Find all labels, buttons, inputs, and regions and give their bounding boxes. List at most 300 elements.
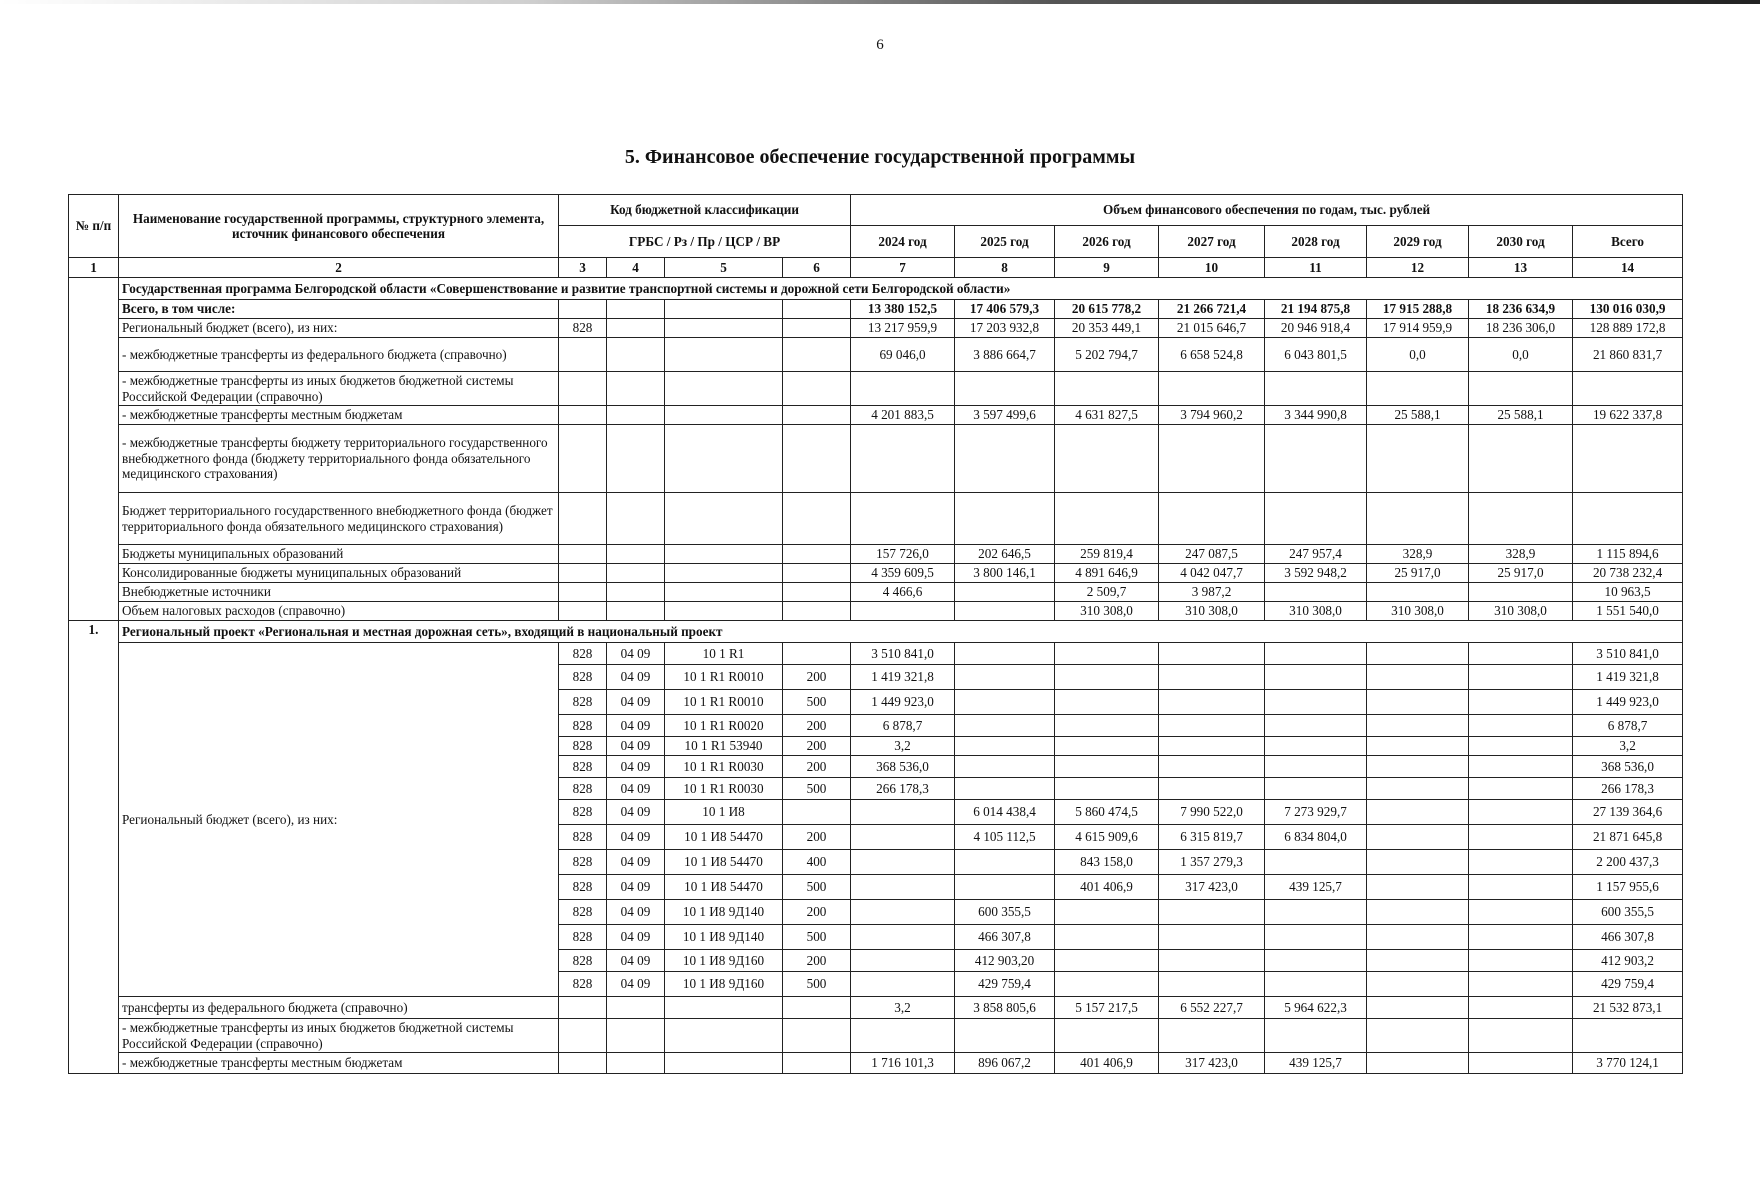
value-cell	[1469, 875, 1573, 900]
rzpr-cell: 04 09	[607, 690, 665, 715]
value-cell: 6 878,7	[1573, 715, 1683, 737]
header-year: 2027 год	[1159, 226, 1265, 258]
value-cell: 21 860 831,7	[1573, 338, 1683, 372]
value-cell	[955, 583, 1055, 602]
value-cell	[1055, 425, 1159, 493]
vr-cell: 200	[783, 950, 851, 972]
program-row	[69, 602, 1683, 621]
value-cell	[1055, 372, 1159, 406]
value-cell: 3 886 664,7	[955, 338, 1055, 372]
value-cell: 4 105 112,5	[955, 825, 1055, 850]
value-cell: 843 158,0	[1055, 850, 1159, 875]
column-number: 3	[559, 258, 607, 278]
value-cell	[1265, 583, 1367, 602]
value-cell: 6 552 227,7	[1159, 997, 1265, 1019]
rzpr-cell	[607, 493, 665, 545]
value-cell	[1055, 715, 1159, 737]
value-cell: 21 532 873,1	[1573, 997, 1683, 1019]
value-cell	[955, 665, 1055, 690]
value-cell	[1469, 715, 1573, 737]
value-cell	[1573, 372, 1683, 406]
value-cell	[955, 756, 1055, 778]
rzpr-cell	[607, 583, 665, 602]
csr-cell: 10 1 И8 54470	[665, 825, 783, 850]
value-cell	[1367, 1053, 1469, 1074]
csr-cell	[665, 1053, 783, 1074]
value-cell: 128 889 172,8	[1573, 319, 1683, 338]
csr-cell	[665, 1019, 783, 1053]
grbs-cell	[559, 1053, 607, 1074]
column-number: 11	[1265, 258, 1367, 278]
grbs-cell: 828	[559, 643, 607, 665]
value-cell: 600 355,5	[955, 900, 1055, 925]
value-cell	[851, 800, 955, 825]
value-cell: 17 406 579,3	[955, 300, 1055, 319]
grbs-cell: 828	[559, 665, 607, 690]
value-cell	[851, 1019, 955, 1053]
csr-cell: 10 1 R1 R0020	[665, 715, 783, 737]
value-cell	[851, 425, 955, 493]
value-cell	[1265, 950, 1367, 972]
row-label: Объем налоговых расходов (справочно)	[119, 602, 559, 621]
vr-cell	[783, 1053, 851, 1074]
value-cell	[1159, 715, 1265, 737]
value-cell	[1469, 643, 1573, 665]
value-cell: 0,0	[1367, 338, 1469, 372]
value-cell: 0,0	[1469, 338, 1573, 372]
vr-cell: 500	[783, 972, 851, 997]
value-cell: 310 308,0	[1055, 602, 1159, 621]
value-cell	[1367, 715, 1469, 737]
program-row	[69, 319, 1683, 338]
value-cell: 266 178,3	[1573, 778, 1683, 800]
value-cell	[851, 875, 955, 900]
value-cell	[1265, 690, 1367, 715]
value-cell	[1055, 900, 1159, 925]
value-cell	[1159, 778, 1265, 800]
value-cell: 19 622 337,8	[1573, 406, 1683, 425]
grbs-cell	[559, 372, 607, 406]
value-cell	[1469, 372, 1573, 406]
column-number: 10	[1159, 258, 1265, 278]
vr-cell: 200	[783, 737, 851, 756]
value-cell	[1367, 756, 1469, 778]
value-cell: 202 646,5	[955, 545, 1055, 564]
csr-cell	[665, 997, 783, 1019]
value-cell	[1367, 900, 1469, 925]
csr-cell: 10 1 R1	[665, 643, 783, 665]
grbs-cell: 828	[559, 900, 607, 925]
financing-table	[68, 194, 1683, 1074]
value-cell: 10 963,5	[1573, 583, 1683, 602]
value-cell: 412 903,20	[955, 950, 1055, 972]
header-code-group: Код бюджетной классификации	[559, 195, 851, 226]
grbs-cell	[559, 406, 607, 425]
column-numbers-row	[69, 258, 1683, 278]
vr-cell	[783, 545, 851, 564]
value-cell: 130 016 030,9	[1573, 300, 1683, 319]
rzpr-cell: 04 09	[607, 850, 665, 875]
grbs-cell: 828	[559, 690, 607, 715]
value-cell: 6 658 524,8	[1159, 338, 1265, 372]
row-label: Консолидированные бюджеты муниципальных образований	[119, 564, 559, 583]
value-cell	[851, 972, 955, 997]
csr-cell: 10 1 И8 9Д140	[665, 925, 783, 950]
rzpr-cell: 04 09	[607, 737, 665, 756]
value-cell	[1367, 778, 1469, 800]
row-label: - межбюджетные трансферты бюджету территориального государственного внебюджетного фонда (бюджету территориального фонда обязательного медицинского страхования)	[119, 425, 559, 493]
value-cell	[1265, 493, 1367, 545]
grbs-cell: 828	[559, 756, 607, 778]
value-cell: 3,2	[851, 997, 955, 1019]
value-cell	[1469, 493, 1573, 545]
program-row	[69, 583, 1683, 602]
value-cell: 3 510 841,0	[851, 643, 955, 665]
rzpr-cell	[607, 319, 665, 338]
value-cell	[1367, 425, 1469, 493]
value-cell: 6 315 819,7	[1159, 825, 1265, 850]
value-cell: 1 157 955,6	[1573, 875, 1683, 900]
value-cell	[1469, 850, 1573, 875]
csr-cell: 10 1 И8 9Д140	[665, 900, 783, 925]
value-cell	[851, 602, 955, 621]
vr-cell: 200	[783, 825, 851, 850]
value-cell	[955, 372, 1055, 406]
grbs-cell	[559, 1019, 607, 1053]
value-cell: 600 355,5	[1573, 900, 1683, 925]
value-cell: 20 738 232,4	[1573, 564, 1683, 583]
row-label: трансферты из федерального бюджета (справочно)	[119, 997, 559, 1019]
value-cell	[1055, 925, 1159, 950]
header-code-sub: ГРБС / Рз / Пр / ЦСР / ВР	[559, 226, 851, 258]
value-cell: 25 588,1	[1469, 406, 1573, 425]
value-cell	[1469, 778, 1573, 800]
value-cell: 4 466,6	[851, 583, 955, 602]
csr-cell: 10 1 И8 54470	[665, 850, 783, 875]
csr-cell	[665, 338, 783, 372]
value-cell	[1159, 425, 1265, 493]
value-cell	[1469, 972, 1573, 997]
csr-cell	[665, 319, 783, 338]
project-code-row	[69, 643, 1683, 665]
value-cell	[955, 875, 1055, 900]
value-cell	[955, 425, 1055, 493]
value-cell	[1469, 825, 1573, 850]
value-cell: 3 858 805,6	[955, 997, 1055, 1019]
value-cell	[1265, 756, 1367, 778]
value-cell: 5 964 622,3	[1265, 997, 1367, 1019]
value-cell	[1159, 972, 1265, 997]
row-label: - межбюджетные трансферты местным бюджетам	[119, 1053, 559, 1074]
rzpr-cell: 04 09	[607, 900, 665, 925]
value-cell	[1469, 756, 1573, 778]
value-cell	[1367, 665, 1469, 690]
value-cell	[851, 950, 955, 972]
value-cell: 21 871 645,8	[1573, 825, 1683, 850]
value-cell	[1367, 1019, 1469, 1053]
value-cell	[1469, 665, 1573, 690]
vr-cell	[783, 319, 851, 338]
csr-cell: 10 1 И8 9Д160	[665, 950, 783, 972]
value-cell: 3 597 499,6	[955, 406, 1055, 425]
value-cell: 20 353 449,1	[1055, 319, 1159, 338]
value-cell: 2 509,7	[1055, 583, 1159, 602]
project-row	[69, 1053, 1683, 1074]
header-year: 2026 год	[1055, 226, 1159, 258]
value-cell: 259 819,4	[1055, 545, 1159, 564]
value-cell	[1055, 665, 1159, 690]
value-cell	[955, 715, 1055, 737]
vr-cell: 400	[783, 850, 851, 875]
column-number: 4	[607, 258, 665, 278]
value-cell: 6 043 801,5	[1265, 338, 1367, 372]
value-cell	[955, 602, 1055, 621]
grbs-cell	[559, 564, 607, 583]
csr-cell	[665, 372, 783, 406]
value-cell	[955, 690, 1055, 715]
value-cell	[1469, 900, 1573, 925]
vr-cell	[783, 372, 851, 406]
value-cell: 21 194 875,8	[1265, 300, 1367, 319]
value-cell	[1265, 643, 1367, 665]
value-cell	[1469, 1053, 1573, 1074]
value-cell	[1055, 737, 1159, 756]
column-number: 7	[851, 258, 955, 278]
value-cell: 266 178,3	[851, 778, 955, 800]
rzpr-cell: 04 09	[607, 925, 665, 950]
rzpr-cell: 04 09	[607, 950, 665, 972]
project-row	[69, 997, 1683, 1019]
value-cell	[1159, 1019, 1265, 1053]
rzpr-cell: 04 09	[607, 800, 665, 825]
vr-cell: 500	[783, 690, 851, 715]
csr-cell	[665, 564, 783, 583]
column-number: 2	[119, 258, 559, 278]
grbs-cell: 828	[559, 972, 607, 997]
value-cell	[1265, 778, 1367, 800]
program-row	[69, 425, 1683, 493]
value-cell: 17 914 959,9	[1367, 319, 1469, 338]
column-number: 13	[1469, 258, 1573, 278]
value-cell	[1055, 950, 1159, 972]
project-number: 1.	[69, 621, 119, 1074]
rzpr-cell	[607, 564, 665, 583]
value-cell: 310 308,0	[1367, 602, 1469, 621]
row-label: Внебюджетные источники	[119, 583, 559, 602]
program-row	[69, 564, 1683, 583]
vr-cell	[783, 602, 851, 621]
vr-cell	[783, 583, 851, 602]
grbs-cell: 828	[559, 825, 607, 850]
grbs-cell: 828	[559, 950, 607, 972]
value-cell	[1159, 900, 1265, 925]
rzpr-cell	[607, 602, 665, 621]
value-cell: 7 990 522,0	[1159, 800, 1265, 825]
section-title: 5. Финансовое обеспечение государственной программы	[624, 146, 1136, 168]
project-title: Региональный проект «Региональная и местная дорожная сеть», входящий в национальный проект	[119, 621, 1683, 643]
rzpr-cell	[607, 1053, 665, 1074]
value-cell: 1 449 923,0	[1573, 690, 1683, 715]
program-row	[69, 493, 1683, 545]
value-cell: 368 536,0	[1573, 756, 1683, 778]
value-cell: 3 987,2	[1159, 583, 1265, 602]
grbs-cell: 828	[559, 778, 607, 800]
value-cell: 13 380 152,5	[851, 300, 955, 319]
value-cell	[1055, 972, 1159, 997]
scan-edge	[0, 0, 1760, 4]
rzpr-cell	[607, 372, 665, 406]
column-number: 12	[1367, 258, 1469, 278]
value-cell: 439 125,7	[1265, 1053, 1367, 1074]
value-cell	[955, 850, 1055, 875]
value-cell	[1265, 1019, 1367, 1053]
empty-cell	[69, 278, 119, 621]
value-cell	[1159, 737, 1265, 756]
csr-cell: 10 1 И8 9Д160	[665, 972, 783, 997]
value-cell: 3 794 960,2	[1159, 406, 1265, 425]
value-cell: 27 139 364,6	[1573, 800, 1683, 825]
value-cell	[1367, 875, 1469, 900]
value-cell	[851, 900, 955, 925]
value-cell: 20 615 778,2	[1055, 300, 1159, 319]
value-cell	[1159, 756, 1265, 778]
value-cell: 429 759,4	[1573, 972, 1683, 997]
value-cell: 368 536,0	[851, 756, 955, 778]
value-cell: 1 716 101,3	[851, 1053, 955, 1074]
program-row	[69, 372, 1683, 406]
value-cell	[955, 1019, 1055, 1053]
header-year: 2030 год	[1469, 226, 1573, 258]
value-cell: 466 307,8	[955, 925, 1055, 950]
value-cell	[1469, 690, 1573, 715]
value-cell	[851, 850, 955, 875]
project-title-row	[69, 621, 1683, 643]
grbs-cell: 828	[559, 319, 607, 338]
csr-cell	[665, 425, 783, 493]
column-number: 5	[665, 258, 783, 278]
value-cell	[1159, 925, 1265, 950]
value-cell: 4 359 609,5	[851, 564, 955, 583]
value-cell	[1469, 925, 1573, 950]
value-cell: 247 957,4	[1265, 545, 1367, 564]
value-cell: 896 067,2	[955, 1053, 1055, 1074]
value-cell: 6 834 804,0	[1265, 825, 1367, 850]
value-cell	[1265, 665, 1367, 690]
value-cell	[1573, 425, 1683, 493]
value-cell: 1 419 321,8	[851, 665, 955, 690]
vr-cell	[783, 425, 851, 493]
value-cell	[1055, 493, 1159, 545]
regional-budget-label: Региональный бюджет (всего), из них:	[119, 643, 559, 997]
value-cell	[1367, 850, 1469, 875]
value-cell: 2 200 437,3	[1573, 850, 1683, 875]
value-cell: 69 046,0	[851, 338, 955, 372]
rzpr-cell	[607, 425, 665, 493]
value-cell	[1469, 425, 1573, 493]
value-cell: 25 917,0	[1367, 564, 1469, 583]
value-cell: 1 115 894,6	[1573, 545, 1683, 564]
value-cell: 4 042 047,7	[1159, 564, 1265, 583]
value-cell: 5 860 474,5	[1055, 800, 1159, 825]
program-row	[69, 545, 1683, 564]
row-label: Всего, в том числе:	[119, 300, 559, 319]
column-number: 8	[955, 258, 1055, 278]
vr-cell: 500	[783, 925, 851, 950]
value-cell	[1367, 372, 1469, 406]
header-year: 2029 год	[1367, 226, 1469, 258]
value-cell: 20 946 918,4	[1265, 319, 1367, 338]
value-cell: 6 878,7	[851, 715, 955, 737]
value-cell: 21 266 721,4	[1159, 300, 1265, 319]
value-cell	[1367, 825, 1469, 850]
csr-cell: 10 1 R1 R0010	[665, 690, 783, 715]
rzpr-cell	[607, 1019, 665, 1053]
grbs-cell: 828	[559, 850, 607, 875]
table-body	[69, 278, 1683, 1074]
value-cell: 247 087,5	[1159, 545, 1265, 564]
header-volume-group: Объем финансового обеспечения по годам, тыс. рублей	[851, 195, 1683, 226]
value-cell: 13 217 959,9	[851, 319, 955, 338]
value-cell: 3,2	[1573, 737, 1683, 756]
vr-cell	[783, 997, 851, 1019]
value-cell	[1265, 372, 1367, 406]
value-cell	[1159, 950, 1265, 972]
value-cell	[1367, 800, 1469, 825]
value-cell: 439 125,7	[1265, 875, 1367, 900]
value-cell: 328,9	[1469, 545, 1573, 564]
value-cell: 1 551 540,0	[1573, 602, 1683, 621]
row-label: - межбюджетные трансферты из иных бюджетов бюджетной системы Российской Федерации (справочно)	[119, 372, 559, 406]
value-cell	[1367, 972, 1469, 997]
csr-cell	[665, 493, 783, 545]
vr-cell: 200	[783, 715, 851, 737]
value-cell: 3 344 990,8	[1265, 406, 1367, 425]
row-label: Бюджеты муниципальных образований	[119, 545, 559, 564]
header-total: Всего	[1573, 226, 1683, 258]
value-cell	[1265, 715, 1367, 737]
header-name: Наименование государственной программы, структурного элемента, источник финансового обеспечения	[119, 195, 559, 258]
value-cell: 466 307,8	[1573, 925, 1683, 950]
value-cell: 5 202 794,7	[1055, 338, 1159, 372]
value-cell	[1055, 1019, 1159, 1053]
grbs-cell: 828	[559, 800, 607, 825]
csr-cell	[665, 545, 783, 564]
value-cell	[955, 778, 1055, 800]
value-cell	[1265, 972, 1367, 997]
header-year: 2028 год	[1265, 226, 1367, 258]
grbs-cell: 828	[559, 715, 607, 737]
vr-cell	[783, 1019, 851, 1053]
grbs-cell	[559, 425, 607, 493]
value-cell	[1159, 372, 1265, 406]
grbs-cell	[559, 997, 607, 1019]
value-cell	[1055, 690, 1159, 715]
value-cell: 317 423,0	[1159, 875, 1265, 900]
row-label: - межбюджетные трансферты из иных бюджетов бюджетной системы Российской Федерации (справочно)	[119, 1019, 559, 1053]
value-cell: 4 891 646,9	[1055, 564, 1159, 583]
grbs-cell: 828	[559, 737, 607, 756]
value-cell: 1 449 923,0	[851, 690, 955, 715]
value-cell	[1265, 425, 1367, 493]
vr-cell	[783, 800, 851, 825]
rzpr-cell: 04 09	[607, 715, 665, 737]
column-number: 9	[1055, 258, 1159, 278]
vr-cell	[783, 564, 851, 583]
csr-cell: 10 1 R1 R0030	[665, 778, 783, 800]
value-cell	[1573, 493, 1683, 545]
project-row	[69, 1019, 1683, 1053]
header-year: 2024 год	[851, 226, 955, 258]
